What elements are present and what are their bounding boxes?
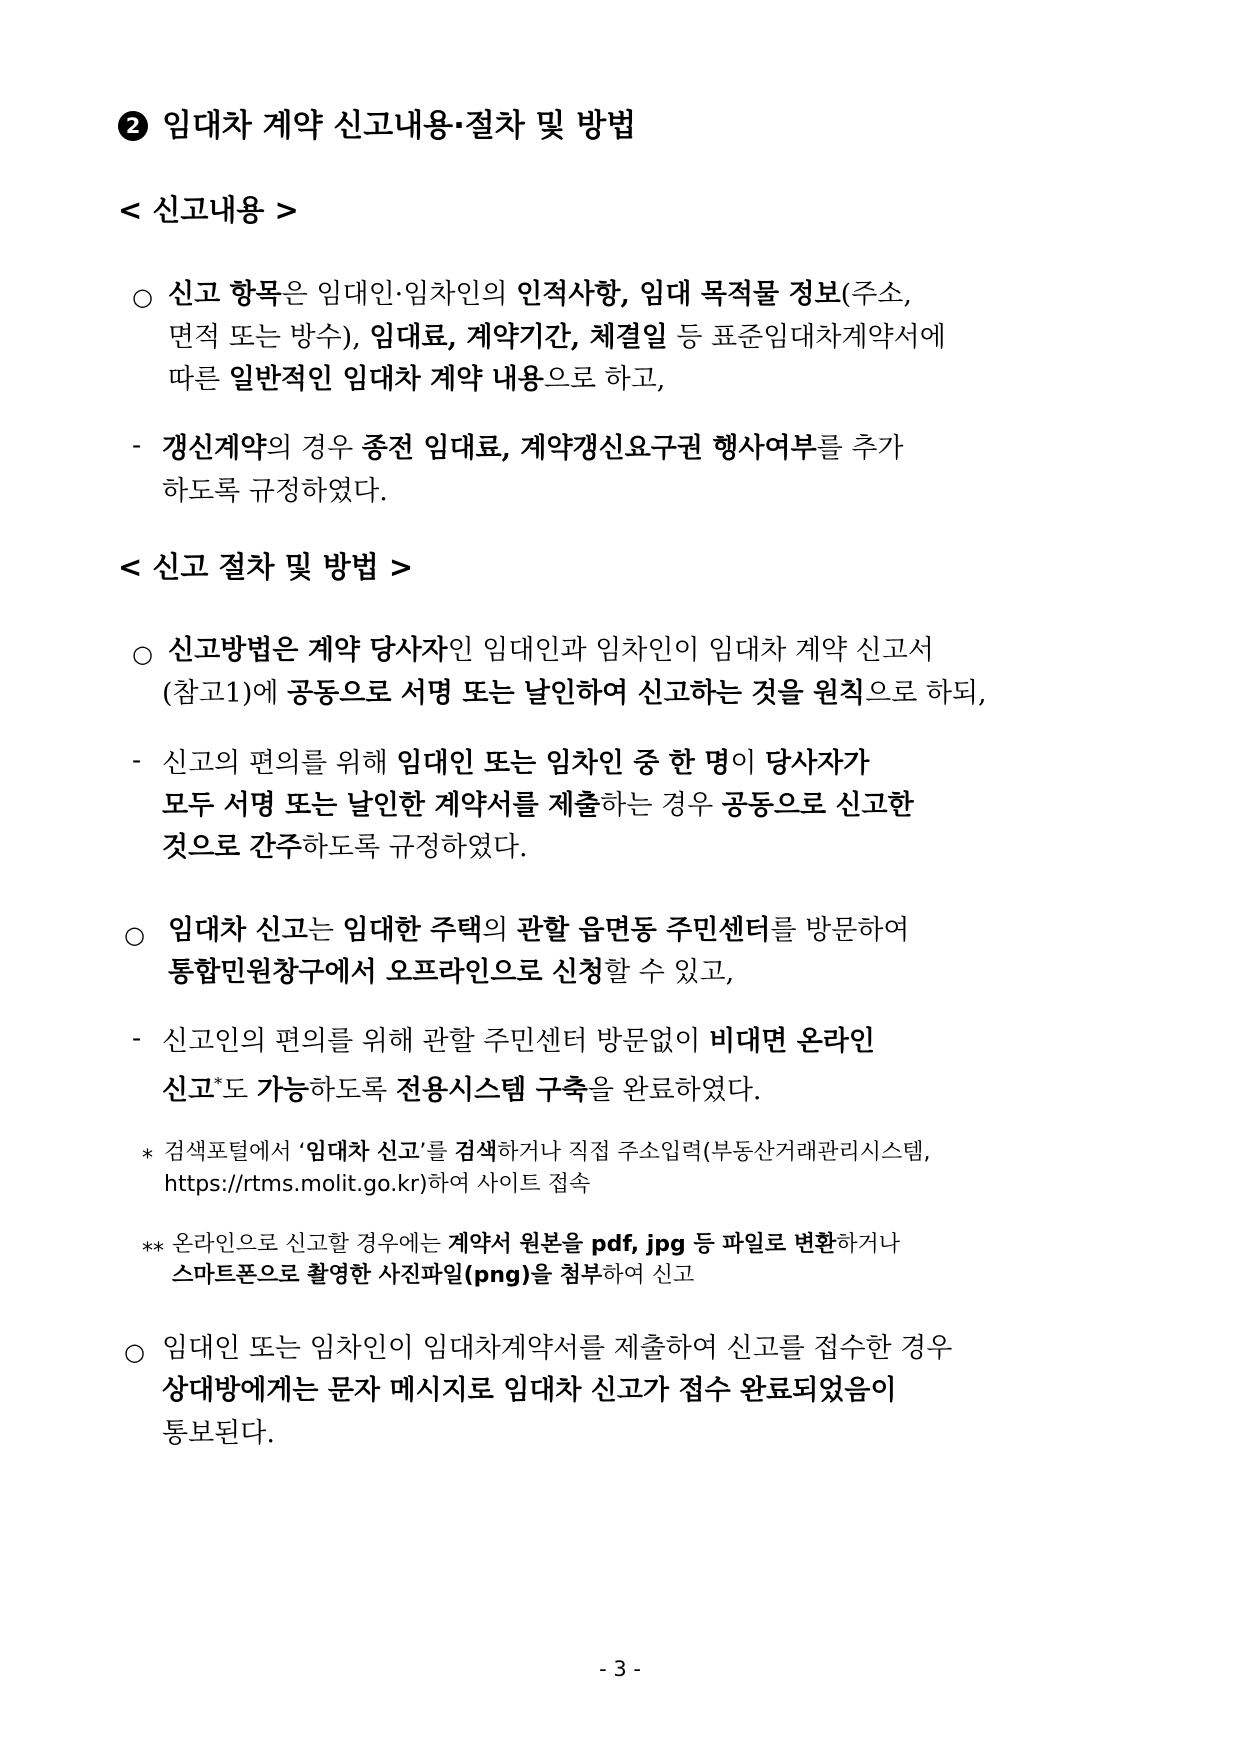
section-number-badge: 2 [118, 111, 148, 141]
p4-line1: 신고의 편의를 위해 임대인 또는 임차인 중 한 명이 당사자가 [162, 748, 870, 779]
content-heading: < 신고내용 > [118, 193, 299, 227]
dash-icon: - [132, 1023, 142, 1054]
p3-line2: (참고1)에 공동으로 서명 또는 날인하여 신고하는 것을 원칙으로 하되, [162, 678, 987, 709]
dash-icon: - [132, 430, 142, 461]
p6-line2: 신고*도 가능하도록 전용시스템 구축을 완료하였다. [162, 1074, 762, 1106]
p4-line3: 것으로 간주하도록 규정하였다. [162, 832, 528, 863]
procedure-heading: < 신고 절차 및 방법 > [118, 550, 414, 584]
bullet-icon: ○ [124, 1338, 145, 1366]
bullet-icon: ○ [132, 283, 153, 311]
note1-line1: 검색포털에서 ‘임대차 신고’를 검색하거나 직접 주소입력(부동산거래관리시스템, [164, 1140, 931, 1165]
p7-line1: 임대인 또는 임차인이 임대차계약서를 제출하여 신고를 접수한 경우 [162, 1333, 953, 1364]
p5-line2: 통합민원창구에서 오프라인으로 신청할 수 있고, [168, 957, 735, 988]
footnote-marker: * [142, 1146, 153, 1171]
p7-line2: 상대방에게는 문자 메시지로 임대차 신고가 접수 완료되었음이 [162, 1375, 897, 1406]
p5-line1: 임대차 신고는 임대한 주택의 관할 읍면동 주민센터를 방문하여 [168, 915, 910, 946]
section-title-text: 임대차 계약 신고내용·절차 및 방법 [162, 108, 637, 144]
note1-line2: https://rtms.molit.go.kr)하여 사이트 접속 [164, 1172, 591, 1197]
dash-icon: - [132, 745, 142, 776]
section-title [118, 100, 636, 145]
note2-line1: 온라인으로 신고할 경우에는 계약서 원본을 pdf, jpg 등 파일로 변환하거나 [172, 1232, 901, 1257]
page-number: - 3 - [599, 1657, 641, 1681]
p1-line1: 신고 항목은 임대인·임차인의 인적사항, 임대 목적물 정보(주소, [168, 279, 912, 310]
bullet-icon: ○ [124, 921, 145, 949]
p1-line2: 면적 또는 방수), 임대료, 계약기간, 체결일 등 표준임대차계약서에 [168, 322, 946, 353]
p2-line2: 하도록 규정하였다. [162, 476, 388, 507]
p2-line1: 갱신계약의 경우 종전 임대료, 계약갱신요구권 행사여부를 추가 [162, 433, 904, 464]
footnote-marker: ** [142, 1239, 164, 1264]
p1-line3: 따른 일반적인 임대차 계약 내용으로 하고, [168, 364, 666, 395]
p7-line3: 통보된다. [162, 1418, 275, 1449]
p3-line1: 신고방법은 계약 당사자인 임대인과 임차인이 임대차 계약 신고서 [168, 635, 934, 666]
p6-line1: 신고인의 편의를 위해 관할 주민센터 방문없이 비대면 온라인 [162, 1026, 875, 1057]
bullet-icon: ○ [132, 640, 153, 668]
p4-line2: 모두 서명 또는 날인한 계약서를 제출하는 경우 공동으로 신고한 [162, 790, 914, 821]
note2-line2: 스마트폰으로 촬영한 사진파일(png)을 첨부하여 신고 [172, 1263, 695, 1288]
